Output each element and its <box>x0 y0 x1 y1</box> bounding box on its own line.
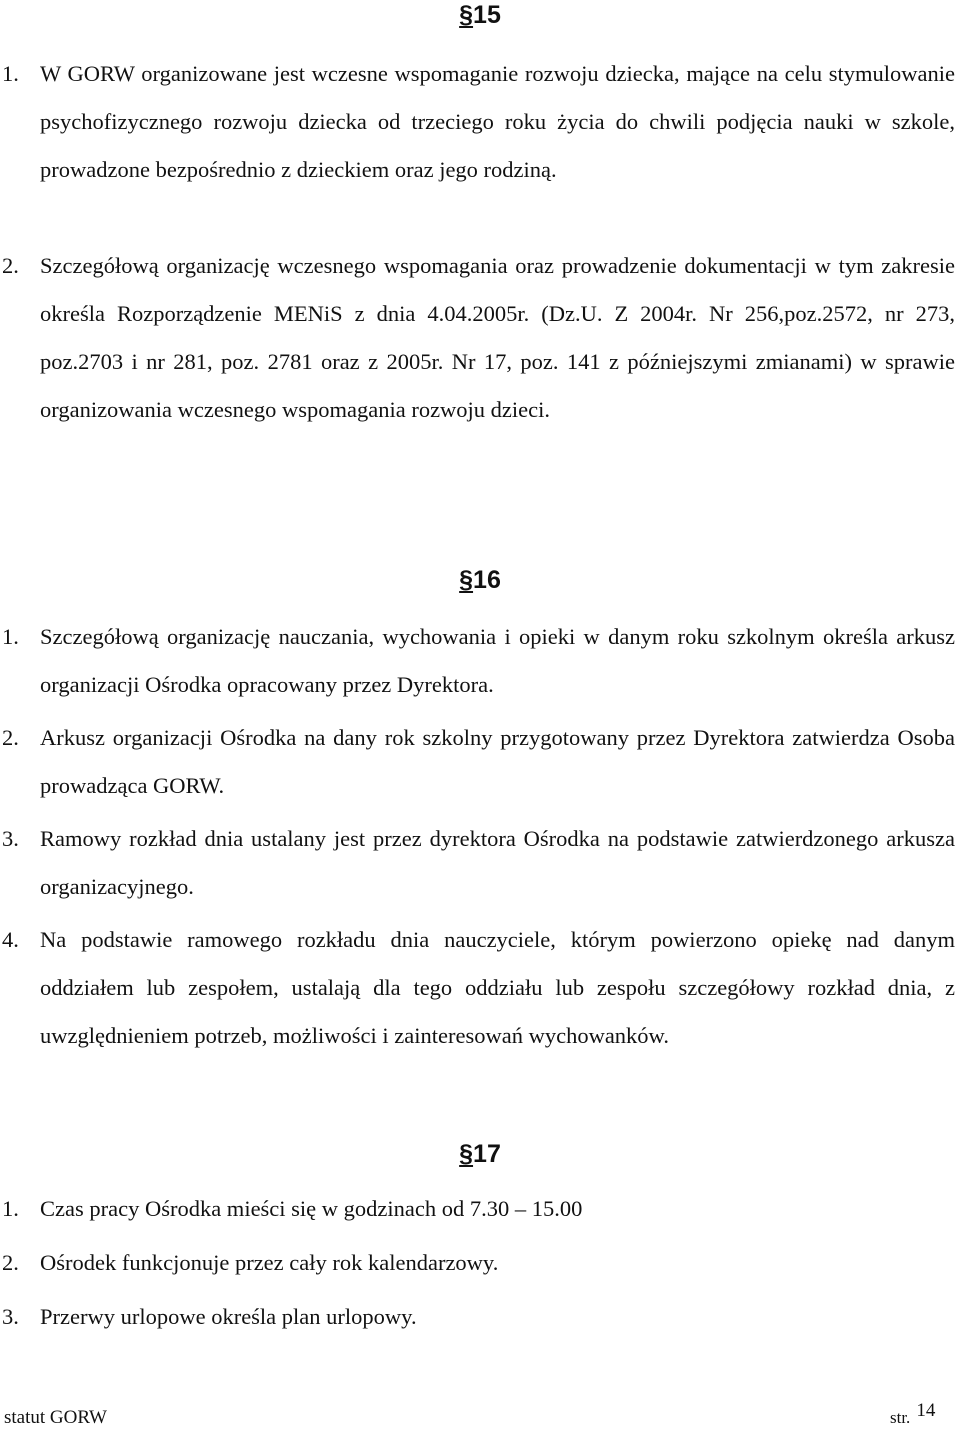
page-number: 14 <box>916 1400 936 1421</box>
section-number: 16 <box>473 566 501 594</box>
item-number: 3. <box>2 826 19 851</box>
item-text: Ośrodek funkcjonuje przez cały rok kalendarzowy. <box>40 1250 499 1275</box>
item-number: 4. <box>2 927 19 952</box>
item-text: Na podstawie ramowego rozkładu dnia nauczyciele, którym powierzono opiekę nad danym oddziałem lub zespołem, ustalają dla tego oddziału lub zespołu szczegółowy rozkład dnia, z uwzględnieniem potrzeb, możliwości i zainteresowań wychowanków. <box>40 927 955 1048</box>
paragraph-item <box>0 1240 955 1286</box>
item-number: 2. <box>2 253 19 278</box>
footer-page <box>890 1400 936 1429</box>
section-sign: § <box>459 1 474 29</box>
item-number: 2. <box>2 725 19 750</box>
item-number: 1. <box>2 61 19 86</box>
item-number: 1. <box>2 624 19 649</box>
paragraph-item <box>0 50 955 194</box>
section-number: 15 <box>473 1 501 29</box>
item-text: Czas pracy Ośrodka mieści się w godzinach od 7.30 – 15.00 <box>40 1196 583 1221</box>
section-heading-15 <box>0 0 960 30</box>
paragraph-item <box>0 242 955 434</box>
item-text: W GORW organizowane jest wczesne wspomaganie rozwoju dziecka, mające na celu stymulowanie psychofizycznego rozwoju dziecka od trzeciego roku życia do chwili podjęcia nauki w szkole, prowadzone bezpośrednio z dzieckiem oraz jego rodziną. <box>40 61 955 182</box>
item-number: 3. <box>2 1304 19 1329</box>
section-heading-17 <box>0 1139 960 1169</box>
item-text: Szczegółową organizację nauczania, wychowania i opieki w danym roku szkolnym określa arkusz organizacji Ośrodka opracowany przez Dyrektora. <box>40 624 955 697</box>
paragraph-item <box>0 613 955 709</box>
paragraph-item <box>0 1186 955 1232</box>
paragraph-item <box>0 916 955 1060</box>
section-sign: § <box>459 566 474 594</box>
paragraph-item <box>0 714 955 810</box>
section-number: 17 <box>473 1140 501 1168</box>
item-text: Arkusz organizacji Ośrodka na dany rok szkolny przygotowany przez Dyrektora zatwierdza Osoba prowadząca GORW. <box>40 725 955 798</box>
item-text: Ramowy rozkład dnia ustalany jest przez dyrektora Ośrodka na podstawie zatwierdzonego arkusza organizacyjnego. <box>40 826 955 899</box>
item-number: 2. <box>2 1250 19 1275</box>
page-label: str. <box>890 1408 911 1427</box>
item-number: 1. <box>2 1196 19 1221</box>
paragraph-item <box>0 815 955 911</box>
footer-document-name: statut GORW <box>4 1407 107 1428</box>
paragraph-item <box>0 1294 955 1340</box>
section-sign: § <box>459 1140 474 1168</box>
item-text: Szczegółową organizację wczesnego wspomagania oraz prowadzenie dokumentacji w tym zakresie określa Rozporządzenie MENiS z dnia 4.04.2005r. (Dz.U. Z 2004r. Nr 256,poz.2572, nr 273, poz.2703 i nr 281, poz. 2781 oraz z 2005r. Nr 17, poz. 141 z późniejszymi zmianami) w sprawie organizowania wczesnego wspomagania rozwoju dzieci. <box>40 253 955 422</box>
section-heading-16 <box>0 565 960 595</box>
item-text: Przerwy urlopowe określa plan urlopowy. <box>40 1304 417 1329</box>
